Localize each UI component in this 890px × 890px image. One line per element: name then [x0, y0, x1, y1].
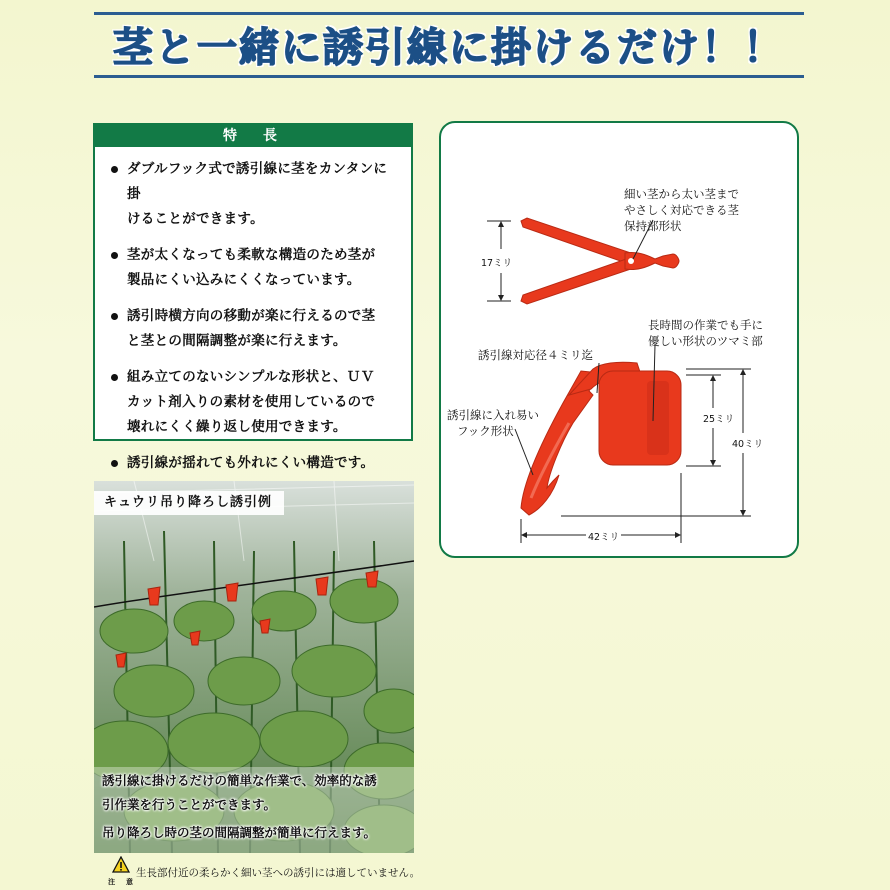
- bullet-icon: [111, 313, 118, 320]
- dimension-width: 42ミリ: [588, 532, 620, 543]
- dimension-grip-height: 25ミリ: [703, 414, 735, 425]
- dimension-top-height: 17ミリ: [481, 258, 513, 269]
- feature-text: ダブルフック式で誘引線に茎をカンタンに掛: [127, 161, 388, 202]
- headline: 茎と一緒に誘引線に掛けるだけ！！: [113, 24, 785, 71]
- note-line: 誘引線に入れ易い: [447, 408, 539, 422]
- features-heading: 特 長: [95, 125, 411, 147]
- photo-caption-line-2: 引作業を行うことができます。: [102, 797, 277, 812]
- dimension-total-height: 40ミリ: [732, 439, 764, 450]
- feature-text: 誘引線が揺れても外れにくい構造です。: [127, 455, 375, 471]
- bullet-icon: [111, 166, 118, 173]
- warning-icon: [112, 856, 130, 874]
- feature-item: [105, 243, 399, 293]
- photo-title: キュウリ吊り降ろし誘引例: [94, 491, 284, 515]
- feature-item: [105, 451, 399, 476]
- photo-caption-line-3: 吊り降ろし時の茎の間隔調整が簡単に行えます。: [102, 825, 377, 840]
- feature-item: [105, 304, 399, 354]
- wire-diameter-note: 誘引線対応径４ミリ迄: [478, 348, 593, 362]
- photo-caption-line-1: 誘引線に掛けるだけの簡単な作業で、効率的な誘: [102, 773, 377, 788]
- note-line: 長時間の作業でも手に: [648, 318, 763, 332]
- feature-item: [105, 157, 399, 232]
- note-line: フック形状: [457, 424, 514, 438]
- bullet-icon: [111, 374, 118, 381]
- features-list: [95, 147, 411, 476]
- clip-upper-arm: [521, 218, 637, 264]
- product-diagram-panel: [439, 121, 799, 558]
- note-line: 細い茎から太い茎まで: [624, 187, 739, 201]
- grip-note: [648, 317, 763, 349]
- header-rule-bottom: [94, 75, 804, 78]
- feature-text: 茎が太くなっても柔軟な構造のため茎が: [127, 247, 376, 263]
- hook-side-view: [521, 362, 681, 515]
- feature-text: 誘引時横方向の移動が楽に行えるので茎: [127, 308, 376, 324]
- note-line: 保持部形状: [624, 219, 682, 233]
- cucumber-photo: [94, 481, 414, 853]
- feature-text: と茎との間隔調整が楽に行えます。: [127, 333, 347, 349]
- feature-text: けることができます。: [127, 211, 264, 227]
- feature-text: 組み立てのないシンプルな形状と、ＵＶ: [127, 369, 375, 385]
- feature-text: カット剤入りの素材を使用しているので: [127, 394, 376, 410]
- clip-lower-arm: [521, 258, 637, 304]
- hook-note: [447, 407, 539, 439]
- note-text: 生長部付近の柔らかく細い茎への誘引には適していません。: [136, 867, 421, 879]
- feature-text: 壊れにくく繰り返し使用できます。: [127, 419, 347, 435]
- features-panel: [93, 123, 413, 471]
- bullet-icon: [111, 252, 118, 259]
- grip-ridges: [647, 381, 669, 455]
- feature-text: 製品にくい込みにくくなっています。: [127, 272, 361, 288]
- note-label: 注 意: [108, 878, 135, 886]
- feature-item: [105, 365, 399, 440]
- stem-holder-note: [624, 186, 739, 234]
- bullet-icon: [111, 460, 118, 467]
- note-line: やさしく対応できる茎: [624, 203, 739, 217]
- note-line: 優しい形状のツマミ部: [648, 334, 763, 348]
- caution-note: [94, 856, 421, 886]
